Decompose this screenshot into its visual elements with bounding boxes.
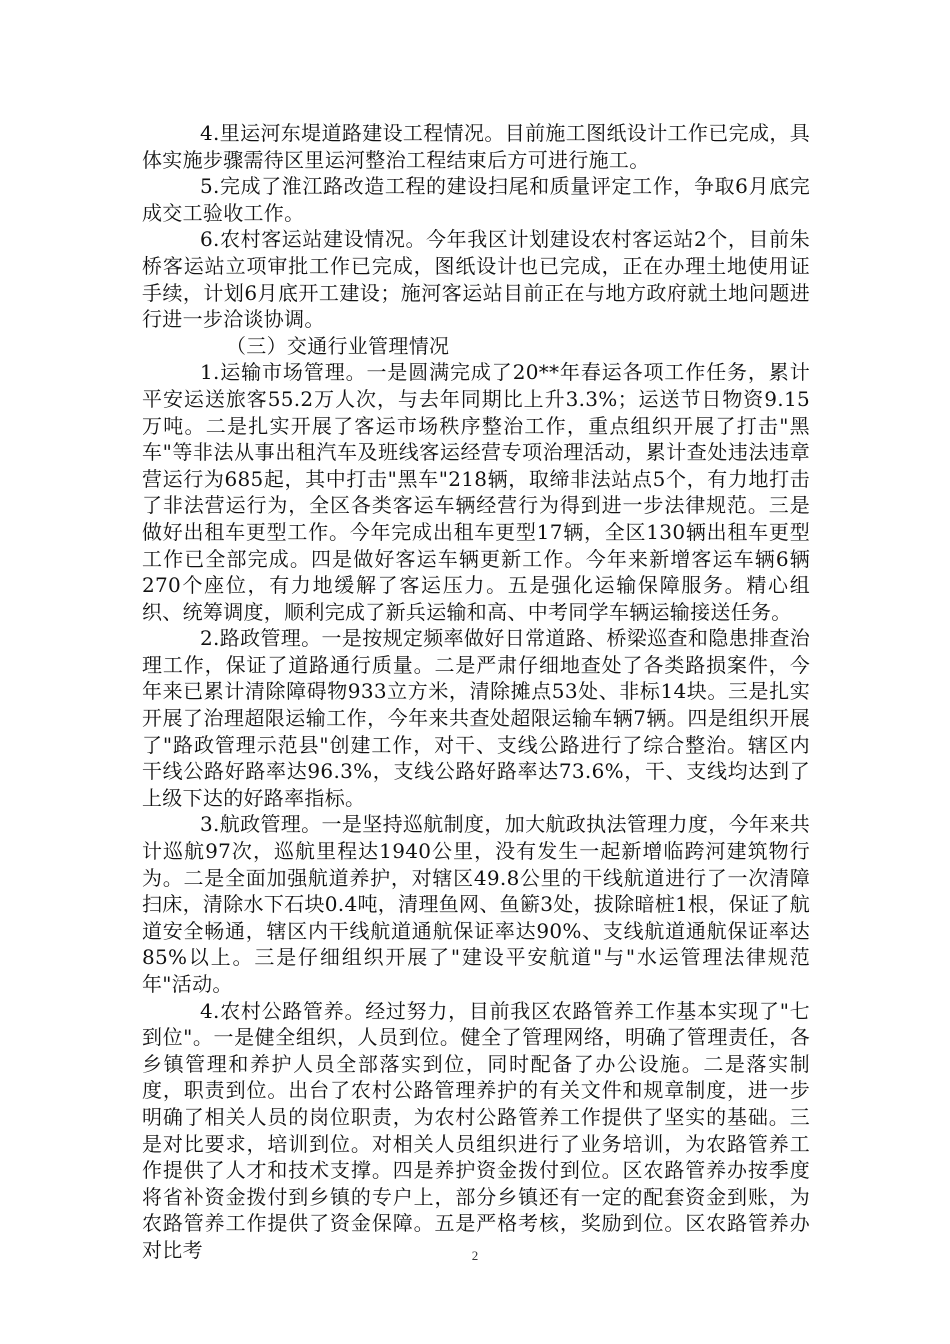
page-number: 2 bbox=[471, 1248, 479, 1263]
paragraph-transport-market: 1.运输市场管理。一是圆满完成了20**年春运各项工作任务，累计平安运送旅客55.2万人次，与去年同期比上升3.3%；运送节日物资9.15万吨。二是扎实开展了客运市场秩序整治工作，重点组织开展了打击"黑车"等非法从事出租汽车及班线客运经营专项治理活动，累计查处违法违章营运行为685起，其中打击"黑车"218辆，取缔非法站点5个，有力地打击了非法营运行为，全区各类客运车辆经营行为得到进一步法律规范。三是做好出租车更型工作。今年完成出租车更型17辆，全区130辆出租车更型工作已全部完成。四是做好客运车辆更新工作。今年来新增客运车辆6辆270个座位，有力地缓解了客运压力。五是强化运输保障服务。精心组织、统筹调度，顺利完成了新兵运输和高、中考同学车辆运输接送任务。 bbox=[142, 360, 810, 624]
paragraph-rural-road-maintenance: 4.农村公路管养。经过努力，目前我区农路管养工作基本实现了"七到位"。一是健全组织，人员到位。健全了管理网络，明确了管理责任，各乡镇管理和养护人员全部落实到位，同时配备了办公设施。二是落实制度，职责到位。出台了农村公路管理养护的有关文件和规章制度，进一步明确了相关人员的岗位职责，为农村公路管养工作提供了坚实的基础。三是对比要求，培训到位。对相关人员组织进行了业务培训，为农路管养工作提供了人才和技术支撑。四是养护资金拨付到位。区农路管养办按季度将省补资金拨付到乡镇的专户上，部分乡镇还有一定的配套资金到账，为农路管养工作提供了资金保障。五是严格考核，奖励到位。区农路管养办对比考 bbox=[142, 998, 810, 1262]
paragraph-item-4-embankment-road: 4.里运河东堤道路建设工程情况。目前施工图纸设计工作已完成，具体实施步骤需待区里运河整治工程结束后方可进行施工。 bbox=[142, 121, 810, 172]
paragraph-road-administration: 2.路政管理。一是按规定频率做好日常道路、桥梁巡查和隐患排查治理工作，保证了道路通行质量。二是严肃仔细地查处了各类路损案件，今年来已累计清除障碍物933立方米，清除摊点53处、非标14块。三是扎实开展了治理超限运输工作，今年来共查处超限运输车辆7辆。四是组织开展了"路政管理示范县"创建工作，对干、支线公路进行了综合整治。辖区内干线公路好路率达96.3%，支线公路好路率达73.6%，干、支线均达到了上级下达的好路率指标。 bbox=[142, 626, 810, 810]
document-body bbox=[142, 120, 810, 1264]
section-heading-industry-management: （三）交通行业管理情况 bbox=[226, 333, 450, 358]
paragraph-navigation-administration: 3.航政管理。一是坚持巡航制度，加大航政执法管理力度，今年来共计巡航97次，巡航里程达1940公里，没有发生一起新增临跨河建筑物行为。二是全面加强航道养护，对辖区49.8公里的干线航道进行了一次清障扫床，清除水下石块0.4吨，清理鱼网、鱼簖3处，拔除暗桩1根，保证了航道安全畅通，辖区内干线航道通航保证率达90%、支线航道通航保证率达85%以上。三是仔细组织开展了"建设平安航道"与"水运管理法律规范年"活动。 bbox=[142, 812, 810, 996]
paragraph-item-5-huaijiang-road: 5.完成了淮江路改造工程的建设扫尾和质量评定工作，争取6月底完成交工验收工作。 bbox=[142, 174, 810, 225]
paragraph-item-6-rural-bus-station: 6.农村客运站建设情况。今年我区计划建设农村客运站2个，目前朱桥客运站立项审批工作已完成，图纸设计也已完成，正在办理土地使用证手续，计划6月底开工建设；施河客运站目前正在与地方政府就土地问题进行进一步洽谈协调。 bbox=[142, 227, 810, 332]
